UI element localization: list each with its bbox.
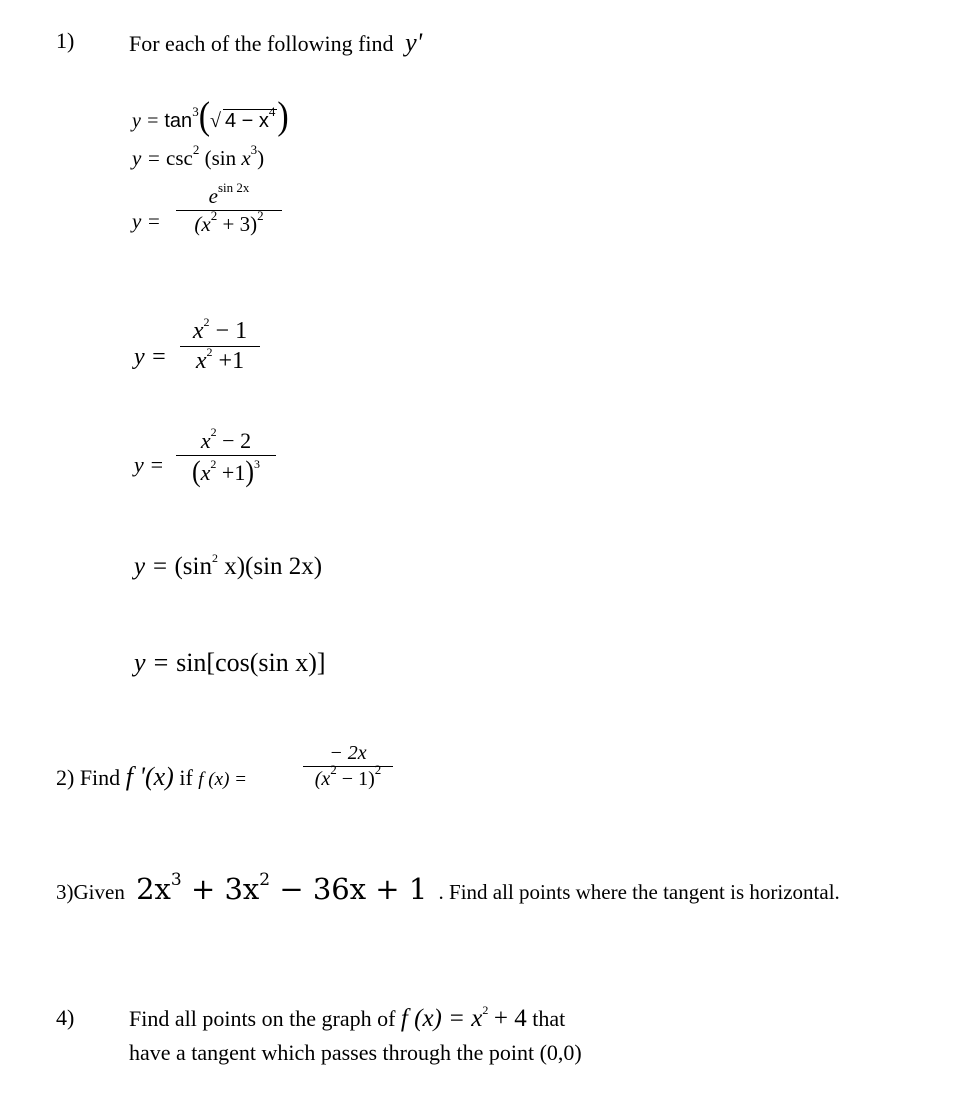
eq-d-num-rest: − 1 <box>215 318 248 344</box>
eq-a-rad-pow: 4 <box>268 104 276 119</box>
q3-term2: + 3x <box>190 872 260 906</box>
q4-line2: have a tangent which passes through the point (0,0) <box>129 1040 582 1065</box>
q2-numerator: − 2x <box>329 742 367 764</box>
q2-den: (x <box>314 768 331 790</box>
q1-prompt <box>129 28 422 58</box>
q4-line1 <box>129 1005 565 1033</box>
eq-d-bar <box>180 346 260 347</box>
eq-c-den-pow: 2 <box>210 208 218 223</box>
eq-d-den-pow: 2 <box>206 345 213 359</box>
q4-line1-a: Find all points on the graph of <box>129 1006 396 1031</box>
eq-e-den-var: x <box>200 460 211 485</box>
eq-g-expr: sin[cos(sin x)] <box>176 648 326 677</box>
q4-number: 4) <box>56 1005 75 1030</box>
eq-a-rad: 4 − x <box>225 110 269 132</box>
eq-f-lhs: y = <box>134 553 169 580</box>
eq-b-pow: 2 <box>192 142 200 157</box>
q3-term3: − 36x + 1 <box>279 872 428 906</box>
eq-c-fraction <box>176 180 282 237</box>
q2-den-outer-pow: 2 <box>374 762 382 777</box>
eq-d-denominator <box>180 345 260 375</box>
eq-c-den-rest: + 3) <box>222 212 258 236</box>
q2-fx: f (x) = <box>198 769 247 790</box>
eq-e-num-rest: − 2 <box>222 428 252 453</box>
eq-e-fraction <box>176 425 276 489</box>
eq-c-bar <box>176 210 282 211</box>
eq-a-open-paren: ( <box>198 95 211 138</box>
eq-a-close-paren: ) <box>277 95 289 138</box>
eq-c-den-outer-pow: 2 <box>257 208 264 223</box>
eq-a-radicand <box>223 104 277 133</box>
q2-den-rest: − 1) <box>341 768 375 790</box>
eq-d-den-var: x <box>195 348 207 374</box>
eq-a-pow: 3 <box>192 104 199 119</box>
eq-c-num-base: e <box>208 184 218 208</box>
q4-fx-text: f (x) = x <box>400 1005 483 1032</box>
eq-b-arg-pow: 3 <box>250 142 258 157</box>
eq-e-den-close: ) <box>245 454 255 489</box>
eq-g-lhs: y = <box>134 648 170 677</box>
q3-term1: 2x <box>136 872 171 906</box>
eq-f-part2: x)(sin 2x) <box>224 553 323 580</box>
q3-poly <box>136 872 427 906</box>
eq-b-arg-close: ) <box>257 146 265 170</box>
eq-e-lhs: y = <box>134 452 165 477</box>
eq-c-numerator <box>176 180 282 209</box>
q4-fx <box>401 1005 488 1032</box>
eq-b-arg-var: x <box>241 146 251 170</box>
eq-e-denominator <box>176 454 276 489</box>
q2-if: if <box>179 765 193 790</box>
q3-line <box>56 872 840 906</box>
q3-term1-pow: 3 <box>170 870 182 890</box>
q1-number: 1) <box>56 28 75 53</box>
radical-icon: √ <box>210 110 221 132</box>
eq-e-numerator <box>176 425 276 454</box>
q1-prompt-var: y' <box>405 28 423 57</box>
eq-d-numerator <box>180 315 260 345</box>
eq-f <box>134 553 322 581</box>
eq-c-num-exp: sin 2x <box>217 180 250 195</box>
eq-b-arg-open: (sin <box>204 146 237 170</box>
eq-b-fn: csc <box>166 146 193 170</box>
q2-fraction <box>303 742 393 791</box>
q3-term2-pow: 2 <box>259 870 271 890</box>
q4-fx-rest: + 4 <box>493 1005 527 1032</box>
q4-fx-pow: 2 <box>482 1003 489 1017</box>
q2-line <box>56 762 247 792</box>
eq-f-part1: (sin <box>174 553 212 580</box>
eq-a-fn: tan <box>164 110 193 132</box>
q2-label: 2) Find <box>56 765 121 790</box>
eq-d-num-var: x <box>192 318 204 344</box>
eq-e-den-pow: 2 <box>210 457 217 471</box>
eq-d-fraction <box>180 315 260 375</box>
q3-label: 3)Given <box>56 880 125 904</box>
eq-c-lhs: y = <box>132 209 161 233</box>
eq-a <box>132 95 289 138</box>
q4-line1-b: that <box>532 1006 566 1031</box>
eq-e-num-var: x <box>200 428 211 453</box>
eq-b <box>132 142 265 171</box>
eq-d-den-rest: +1 <box>218 348 245 374</box>
eq-c-denominator <box>176 208 282 237</box>
eq-d-lhs: y = <box>134 344 167 370</box>
eq-c-den: (x <box>194 212 211 236</box>
eq-f-pow: 2 <box>211 551 218 565</box>
eq-e-den-rest: +1 <box>221 460 246 485</box>
eq-e-num-pow: 2 <box>210 425 217 439</box>
eq-e-den-open: ( <box>191 454 201 489</box>
eq-b-lhs: y = <box>132 146 161 170</box>
q2-den-pow: 2 <box>330 762 337 777</box>
eq-a-lhs: y = <box>132 110 160 132</box>
q1-prompt-text: For each of the following find <box>129 31 394 56</box>
q3-rest: . Find all points where the tangent is horizontal. <box>438 880 840 904</box>
eq-e-den-outer-pow: 3 <box>254 457 261 471</box>
q2-denominator <box>303 762 393 791</box>
q2-fprime: f '(x) <box>125 762 174 791</box>
eq-g <box>134 648 326 678</box>
eq-d-num-pow: 2 <box>203 315 210 329</box>
